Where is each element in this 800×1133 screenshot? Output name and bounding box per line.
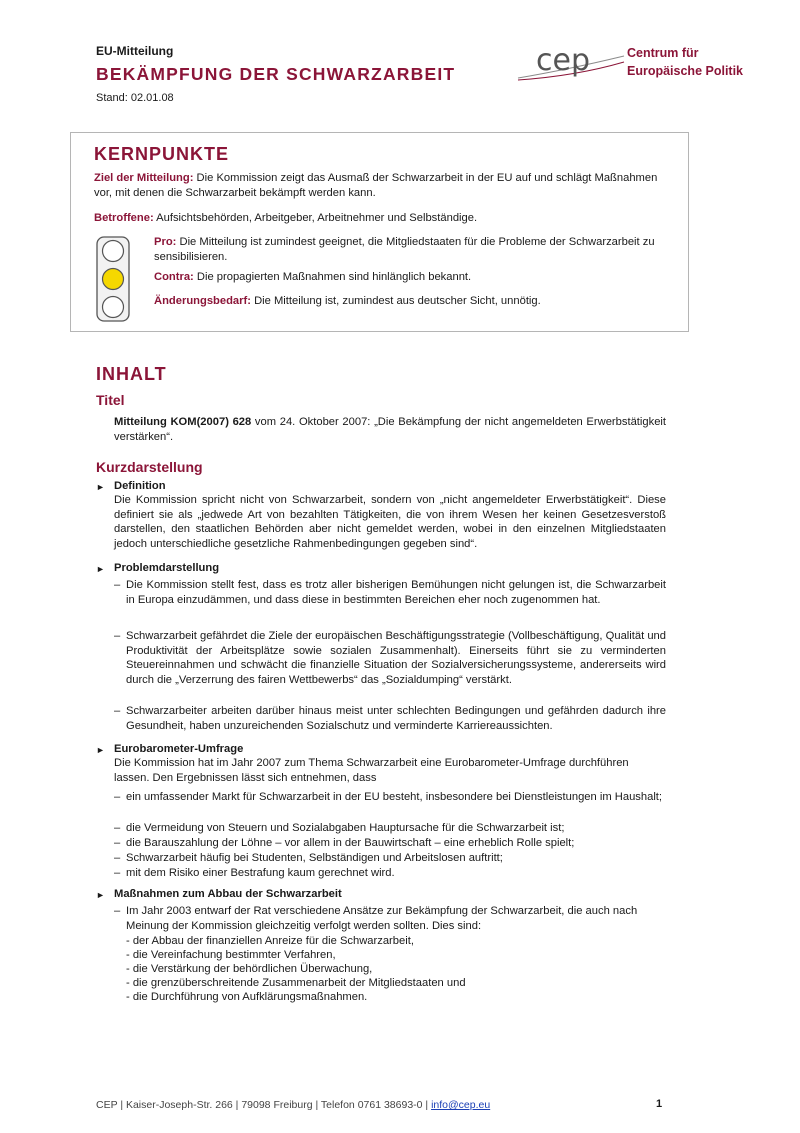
euro-item-3: – die Barauszahlung der Löhne – vor allem in der Bauwirtschaft – eine erheblich Rolle spielt;: [114, 837, 575, 849]
traffic-light-icon: [96, 236, 130, 322]
footer-email-link[interactable]: info@cep.eu: [431, 1099, 491, 1111]
pro-text: Die Mitteilung ist zumindest geeignet, die Mitgliedstaaten für die Probleme der Schwarzarbeit zu sensibilisieren.: [154, 236, 655, 263]
problem-item-3: – Schwarzarbeiter arbeiten darüber hinaus meist unter schlechten Bedingungen und gefährden dadurch ihre Gesundheit, haben unzureichenden Sozialschutz und verminderte Karriereaussichten.: [114, 705, 666, 732]
massnahmen-list-item: - die Verstärkung der behördlichen Überwachung,: [126, 963, 373, 975]
document-kicker: EU-Mitteilung: [96, 44, 174, 58]
kurzdarstellung-heading: Kurzdarstellung: [96, 459, 203, 475]
euro-item-1: – ein umfassender Markt für Schwarzarbeit in der EU besteht, insbesondere bei Dienstleistungen im Haushalt;: [114, 791, 663, 803]
definition-heading: Definition: [114, 480, 166, 492]
logo-line-1: Centrum für: [627, 46, 699, 60]
bullet-icon: ►: [96, 482, 105, 492]
inhalt-title: INHALT: [96, 364, 167, 384]
traffic-light-top-icon: [103, 241, 124, 262]
euro-item-2: – die Vermeidung von Steuern und Sozialabgaben Hauptursache für die Schwarzarbeit ist;: [114, 822, 565, 834]
massnahmen-list-item: - die Vereinfachung bestimmter Verfahren,: [126, 949, 336, 961]
titel-bold: Mitteilung KOM(2007) 628: [114, 416, 252, 428]
footer-address: CEP | Kaiser-Joseph-Str. 266 | 79098 Freiburg | Telefon 0761 38693-0 |: [96, 1099, 432, 1111]
betroffene-paragraph: [94, 211, 672, 226]
pro-paragraph: [154, 235, 674, 264]
logo-mark: cep: [536, 43, 590, 78]
ziel-paragraph: [94, 171, 672, 200]
problem-heading: Problemdarstellung: [114, 562, 220, 574]
footer: [96, 1099, 490, 1111]
contra-label: Contra:: [154, 271, 194, 283]
kernpunkte-title: KERNPUNKTE: [94, 144, 230, 164]
euro-item-5: – mit dem Risiko einer Bestrafung kaum gerechnet wird.: [114, 867, 395, 879]
traffic-light-middle-icon: [103, 269, 124, 290]
traffic-light-bottom-icon: [103, 297, 124, 318]
titel-paragraph: [114, 415, 666, 444]
titel-heading: Titel: [96, 392, 125, 408]
aenderung-paragraph: [154, 294, 674, 309]
bullet-icon: ►: [96, 564, 105, 574]
massnahmen-list-item: - die grenzüberschreitende Zusammenarbeit der Mitgliedstaaten und: [126, 977, 466, 989]
document-title: BEKÄMPFUNG DER SCHWARZARBEIT: [96, 64, 456, 84]
massnahmen-list-item: - der Abbau der finanziellen Anreize für die Schwarzarbeit,: [126, 935, 414, 947]
euro-heading: Eurobarometer-Umfrage: [114, 743, 244, 755]
euro-intro: Die Kommission hat im Jahr 2007 zum Thema Schwarzarbeit eine Eurobarometer-Umfrage durchführen lassen. Den Ergebnissen lässt sich entnehmen, dass: [114, 757, 629, 784]
logo-text: [627, 44, 743, 80]
logo-line-2: Europäische Politik: [627, 64, 744, 78]
aenderung-text: Die Mitteilung ist, zumindest aus deutscher Sicht, unnötig.: [250, 295, 541, 307]
definition-text: Die Kommission spricht nicht von Schwarzarbeit, sondern von „nicht angemeldeter Erwerbstätigkeit“. Diese definiert sie als „jedwede Art von bezahlten Tätigkeiten, die von ihrem Wesen her keinen Gesetzesverstoß darstellen, den staatlichen Behörden aber nicht gemeldet werden, wobei in den einzelnen Mitgliedstaaten jedoch unterschiedliche gesetzliche Rahmenbedingungen gegeben sind“.: [114, 494, 666, 550]
ziel-text: Die Kommission zeigt das Ausmaß der Schwarzarbeit in der EU auf und schlägt Maßnahmen vor, mit denen die Schwarzarbeit bekämpft werden kann.: [94, 172, 658, 199]
contra-text: Die propagierten Maßnahmen sind hinlänglich bekannt.: [193, 271, 472, 283]
bullet-icon: ►: [96, 890, 105, 900]
betroffene-text: Aufsichtsbehörden, Arbeitgeber, Arbeitnehmer und Selbständige.: [153, 212, 478, 224]
contra-paragraph: [154, 270, 674, 285]
problem-item-1: – Die Kommission stellt fest, dass es trotz aller bisherigen Bemühungen nicht gelungen ist, die Schwarzarbeit in Europa einzudämmen, und dass diese in bestimmten Bereichen eher noch zugenommen hat.: [114, 579, 666, 606]
aenderung-label: Änderungsbedarf:: [154, 295, 251, 307]
massnahmen-heading: Maßnahmen zum Abbau der Schwarzarbeit: [114, 888, 342, 900]
titel-rest: vom 24. Oktober 2007: „Die Bekämpfung der nicht angemeldeten Erwerbstätigkeit verstärken“.: [114, 416, 667, 443]
problem-item-2: – Schwarzarbeit gefährdet die Ziele der europäischen Beschäftigungsstrategie (Vollbeschäftigung, Qualität und Produktivität der Arbeitsplätze sowie sozialen Zusammenhalt). Einerseits führt sie zu verminderten Steuereinnahmen und schwächt die finanzielle Situation der Sozialversicherungssysteme, andererseits wird durch die „Verzerrung des fairen Wettbewerbs“ das „Sozialdumping“ verstärkt.: [114, 630, 666, 686]
massnahmen-intro: – Im Jahr 2003 entwarf der Rat verschiedene Ansätze zur Bekämpfung der Schwarzarbeit, die auch nach Meinung der Kommission gleichzeitig verfolgt werden sollten. Dies sind:: [114, 905, 638, 932]
ziel-label: Ziel der Mitteilung:: [94, 172, 194, 184]
document-date: Stand: 02.01.08: [96, 92, 174, 104]
betroffene-label: Betroffene:: [94, 212, 154, 224]
euro-item-4: – Schwarzarbeit häufig bei Studenten, Selbständigen und Arbeitslosen auftritt;: [114, 852, 503, 864]
bullet-icon: ►: [96, 745, 105, 755]
page-number: 1: [656, 1098, 663, 1110]
pro-label: Pro:: [154, 236, 177, 248]
massnahmen-list-item: - die Durchführung von Aufklärungsmaßnahmen.: [126, 991, 368, 1003]
